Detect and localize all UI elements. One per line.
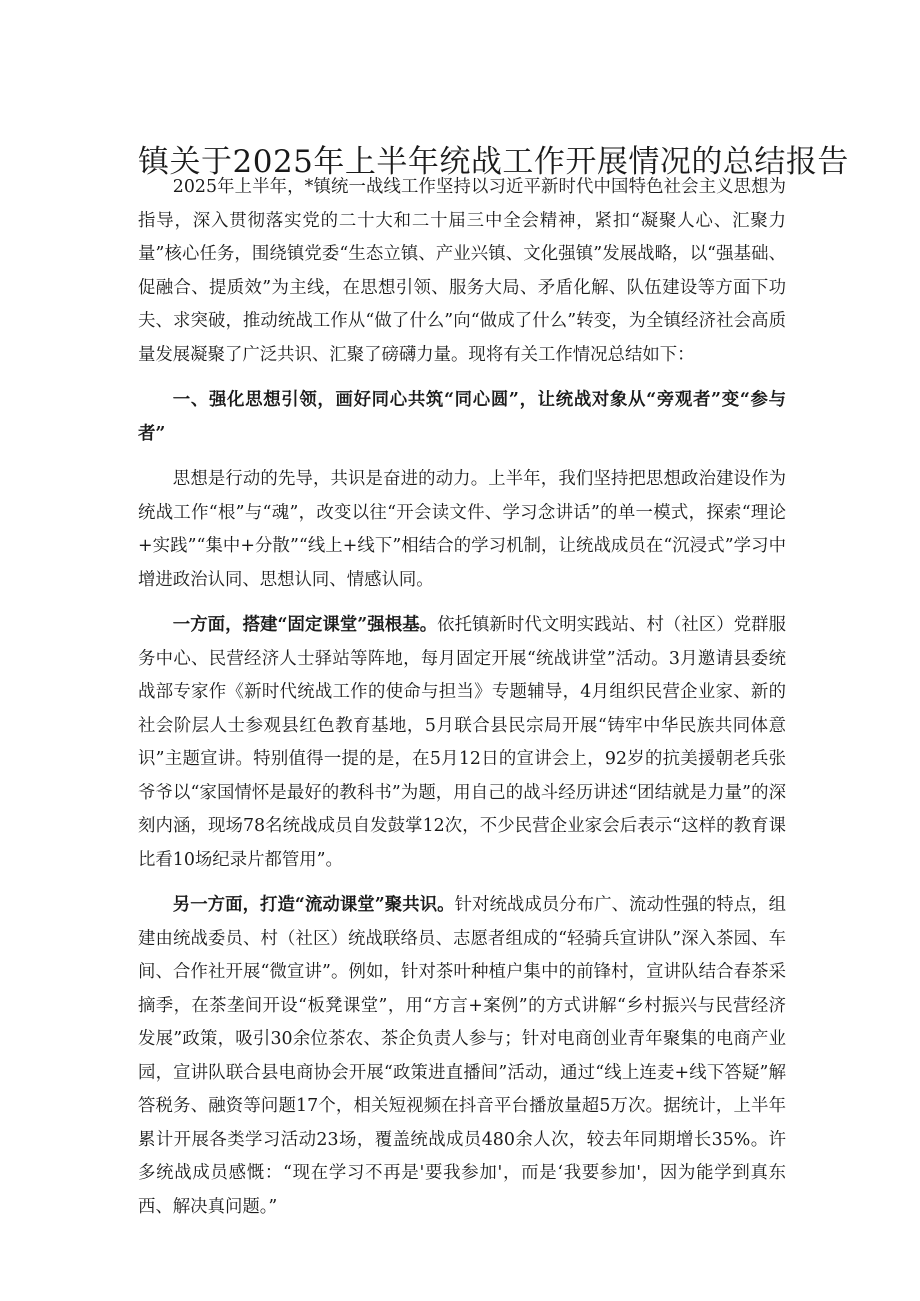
intro-paragraph: 2025年上半年，*镇统一战线工作坚持以习近平新时代中国特色社会主义思想为指导，深入贯彻落实党的二十大和二十届三中全会精神，紧扣“凝聚人心、汇聚力量”核心任务，围绕镇党委“生态立镇、产业兴镇、文化强镇”发展战略，以“强基础、促融合、提质效”为主线，在思想引领、服务大局、矛盾化解、队伍建设等方面下功夫、求突破，推动统战工作从“做了什么”向“做成了什么”转变，为全镇经济社会高质量发展凝聚了广泛共识、汇聚了磅礴力量。现将有关工作情况总结如下： [138, 177, 786, 365]
paragraph-lead-fixed-classroom: 一方面，搭建“固定课堂”强根基。 [172, 615, 438, 635]
document-body [138, 171, 786, 1224]
section1-paragraph-3 [138, 889, 786, 1224]
section-heading-1: 一、强化思想引领，画好同心共筑“同心圆”，让统战对象从“旁观者”变“参与者” [138, 390, 786, 444]
section1-paragraph-1: 思想是行动的先导，共识是奋进的动力。上半年，我们坚持把思想政治建设作为统战工作“根”与“魂”，改变以往“开会读文件、学习念讲话”的单一模式，探索“理论+实践”“集中+分散”“线上+线下”相结合的学习机制，让统战成员在“沉浸式”学习中增进政治认同、思想认同、情感认同。 [138, 469, 786, 590]
paragraph-body-fixed-classroom: 依托镇新时代文明实践站、村（社区）党群服务中心、民营经济人士驿站等阵地，每月固定开展“统战讲堂”活动。3月邀请县委统战部专家作《新时代统战工作的使命与担当》专题辅导，4月组织民营企业家、新的社会阶层人士参观县红色教育基地，5月联合县民宗局开展“铸牢中华民族共同体意识”主题宣讲。特别值得一提的是，在5月12日的宣讲会上，92岁的抗美援朝老兵张爷爷以“家国情怀是最好的教科书”为题，用自己的战斗经历讲述“团结就是力量”的深刻内涵，现场78名统战成员自发鼓掌12次，不少民营企业家会后表示“这样的教育课比看10场纪录片都管用”。 [138, 615, 786, 870]
document-title: 镇关于2025年上半年统战工作开展情况的总结报告 [138, 144, 849, 180]
paragraph-body-mobile-classroom: 针对统战成员分布广、流动性强的特点，组建由统战委员、村（社区）统战联络员、志愿者组成的“轻骑兵宣讲队”深入茶园、车间、合作社开展“微宣讲”。例如，针对茶叶种植户集中的前锋村，宣讲队结合春茶采摘季，在茶垄间开设“板凳课堂”，用“方言+案例”的方式讲解“乡村振兴与民营经济发展”政策，吸引30余位茶农、茶企负责人参与；针对电商创业青年聚集的电商产业园，宣讲队联合县电商协会开展“政策进直播间”活动，通过“线上连麦+线下答疑”解答税务、融资等问题17个，相关短视频在抖音平台播放量超5万次。据统计，上半年累计开展各类学习活动23场，覆盖统战成员480余人次，较去年同期增长35%。许多统战成员感慨：“现在学习不再是'要我参加'，而是‘我要参加'，因为能学到真东西、解决真问题。” [138, 895, 786, 1217]
section1-paragraph-2 [138, 609, 786, 877]
paragraph-lead-mobile-classroom: 另一方面，打造“流动课堂”聚共识。 [172, 895, 455, 915]
